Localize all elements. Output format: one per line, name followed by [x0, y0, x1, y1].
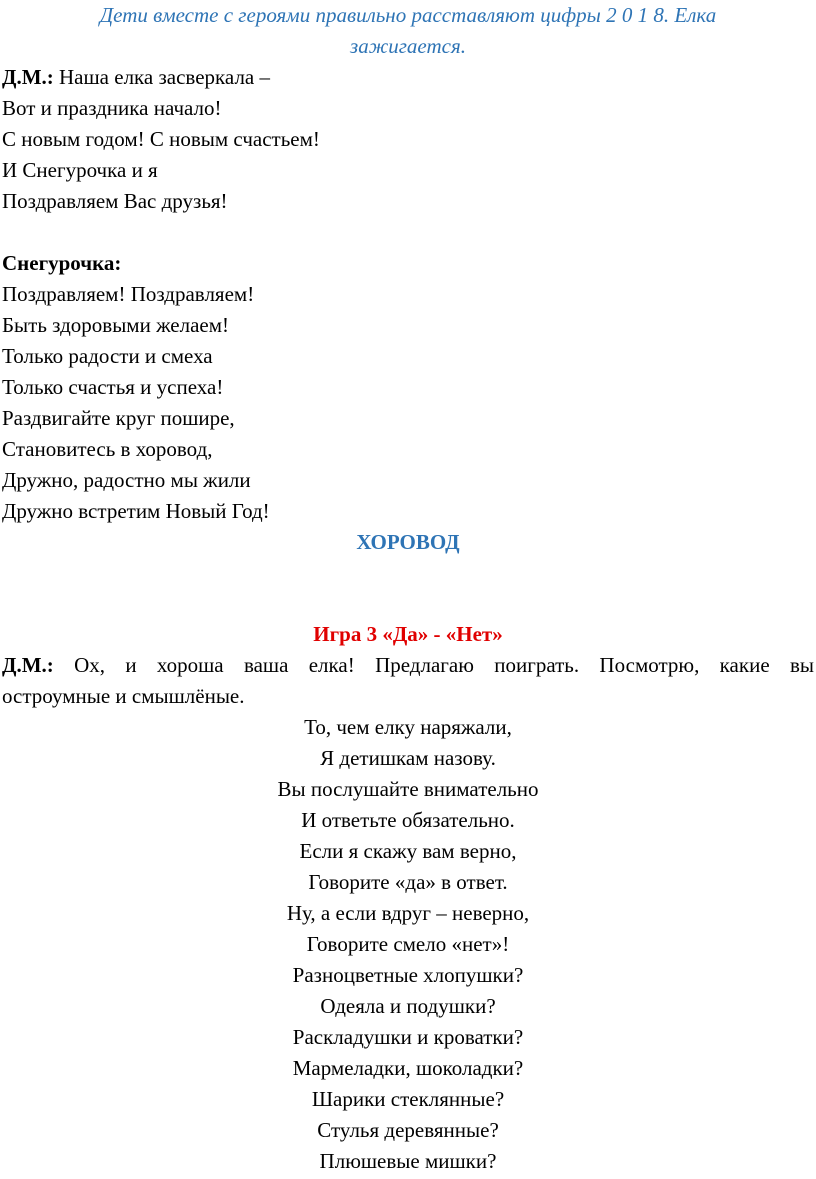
poem-line: Говорите «да» в ответ.: [308, 870, 508, 894]
poem-line: Стулья деревянные?: [317, 1118, 499, 1142]
snow-verse-line: Раздвигайте круг пошире,: [2, 406, 235, 430]
khorovod-heading: ХОРОВОД: [356, 530, 460, 554]
stage-direction-line-1: Дети вместе с героями правильно расставляют цифры 2 0 1 8. Елка: [99, 3, 717, 27]
poem-line: Ну, а если вдруг – неверно,: [286, 901, 530, 925]
game-intro-line-1: [2, 650, 814, 681]
dm-verse-line: С новым годом! С новым счастьем!: [2, 127, 320, 151]
poem-line: Мармеладки, шоколадки?: [292, 1056, 524, 1080]
snow-verse-line: Только радости и смеха: [2, 344, 213, 368]
dm-verse-block: [2, 62, 320, 217]
poem-line: Плюшевые мишки?: [319, 1149, 497, 1173]
dm-verse-line: Поздравляем Вас друзья!: [2, 189, 228, 213]
stage-direction-line-2: зажигается.: [350, 34, 466, 58]
speaker-snegurochka: Снегурочка:: [2, 251, 122, 275]
poem-line: Я детишкам назову.: [320, 746, 496, 770]
game-intro: [2, 650, 814, 712]
speaker-dm: Д.М.:: [2, 65, 54, 89]
snow-verse-line: Дружно встретим Новый Год!: [2, 499, 270, 523]
poem-line: Разноцветные хлопушки?: [292, 963, 524, 987]
dm-verse-line: Вот и праздника начало!: [2, 96, 222, 120]
snow-verse-block: [2, 248, 270, 527]
stage-direction: [0, 0, 816, 62]
poem-line: Одеяла и подушки?: [320, 994, 496, 1018]
poem-line: Раскладушки и кроватки?: [292, 1025, 524, 1049]
snow-verse-line: Становитесь в хоровод,: [2, 437, 213, 461]
poem-line: И ответьте обязательно.: [301, 808, 515, 832]
poem-line: Шарики стеклянные?: [311, 1087, 505, 1111]
poem-line: Если я скажу вам верно,: [299, 839, 517, 863]
dm-first-text: Наша елка засверкала –: [53, 65, 270, 89]
poem-line: То, чем елку наряжали,: [304, 715, 512, 739]
poem-line: Говорите смело «нет»!: [306, 932, 510, 956]
game-intro-line-2: остроумные и смышлёные.: [2, 684, 245, 708]
snow-verse-line: Быть здоровыми желаем!: [2, 313, 230, 337]
poem-line: Вы послушайте внимательно: [277, 777, 539, 801]
dm-first-line: [2, 62, 320, 93]
game-heading: Игра 3 «Да» - «Нет»: [313, 622, 503, 646]
snow-verse-line: Поздравляем! Поздравляем!: [2, 282, 255, 306]
speaker-dm: Д.М.:: [2, 653, 54, 677]
game-intro-text-1: Ох, и хороша ваша елка! Предлагаю поиграть. Посмотрю, какие вы: [53, 653, 814, 677]
game-poem: [0, 712, 816, 1177]
snow-verse-line: Дружно, радостно мы жили: [2, 468, 251, 492]
dm-verse-line: И Снегурочка и я: [2, 158, 158, 182]
snow-verse-line: Только счастья и успеха!: [2, 375, 224, 399]
